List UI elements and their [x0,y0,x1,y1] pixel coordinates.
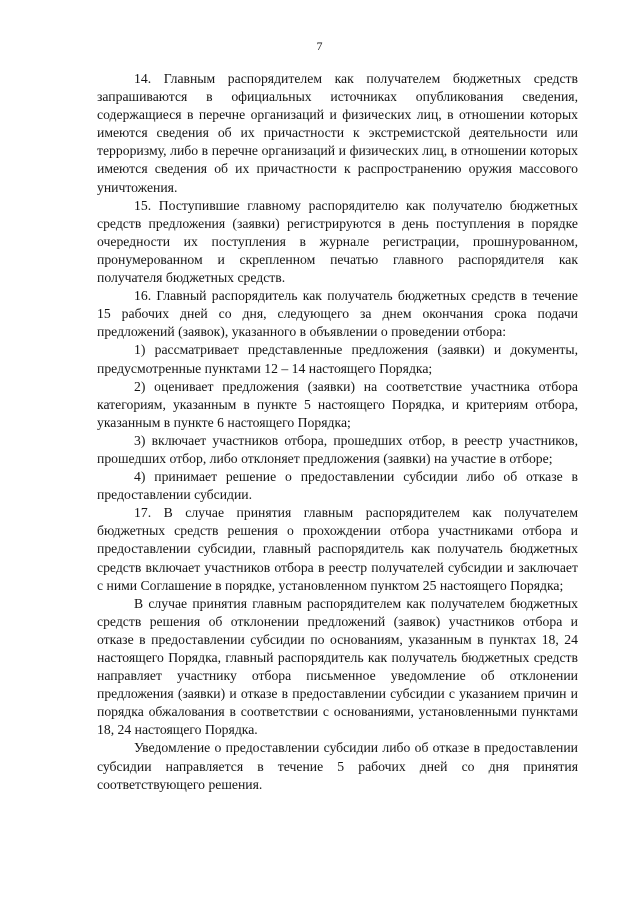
paragraph-notification: Уведомление о предоставлении субсидии либо об отказе в предоставлении субсидии направляется в течение 5 рабочих дней со дня принятия соответствующего решения. [97,740,578,792]
paragraph-16-item-1: 1) рассматривает представленные предложения (заявки) и документы, предусмотренные пунктами 12 – 14 настоящего Порядка; [97,342,578,376]
paragraph-16-item-2: 2) оценивает предложения (заявки) на соответствие участника отбора категориям, указанным в пункте 5 настоящего Порядка, и критериям отбора, указанным в пункте 6 настоящего Порядка; [97,378,578,430]
paragraph-16-item-3: 3) включает участников отбора, прошедших отбор, в реестр участников, прошедших отбор, либо отклоняет предложения (заявки) на участие в отборе; [97,432,578,466]
paragraph-16-item-4: 4) принимает решение о предоставлении субсидии либо об отказе в предоставлении субсидии. [97,469,578,503]
paragraph-17-rejection: В случае принятия главным распорядителем как получателем бюджетных средств решения об отклонении предложений (заявок) участников отбора и отказе в предоставлении субсидии по основаниям, указанным в пунктах 18, 24 настоящего Порядка, главный распорядитель как получатель бюджетных средств направляет участнику отбора письменное уведомление об отклонении предложения (заявки) и отказе в предоставлении субсидии с указанием причин и порядка обжалования в соответствии с основаниями, установленными пунктами 18, 24 настоящего Порядка. [97,595,578,738]
document-body [97,70,578,794]
page-number: 7 [316,39,323,53]
paragraph-16: 16. Главный распорядитель как получатель бюджетных средств в течение 15 рабочих дней со дня, следующего за днем окончания срока подачи предложений (заявок), указанного в объявлении о проведении отбора: [97,288,578,340]
paragraph-17: 17. В случае принятия главным распорядителем как получателем бюджетных средств решения о прохождении отбора участниками отбора и предоставлении субсидии, главный распорядитель как получатель бюджетных средств включает участников отбора в реестр получателей субсидии и заключает с ними Соглашение в порядке, установленном пунктом 25 настоящего Порядка; [97,505,578,593]
paragraph-14: 14. Главным распорядителем как получателем бюджетных средств запрашиваются в официальных источниках опубликования сведения, содержащиеся в перечне организаций и физических лиц, в отношении которых имеются сведения об их причастности к экстремистской деятельности или терроризму, либо в перечне организаций и физических лиц, в отношении которых имеются сведения об их причастности к распространению оружия массового уничтожения. [97,71,578,195]
paragraph-15: 15. Поступившие главному распорядителю как получателю бюджетных средств предложения (заявки) регистрируются в день поступления в порядке очередности их поступления в журнале регистрации, прошнурованном, пронумерованном и скрепленном печатью главного распорядителя как получателя бюджетных средств. [97,197,578,286]
